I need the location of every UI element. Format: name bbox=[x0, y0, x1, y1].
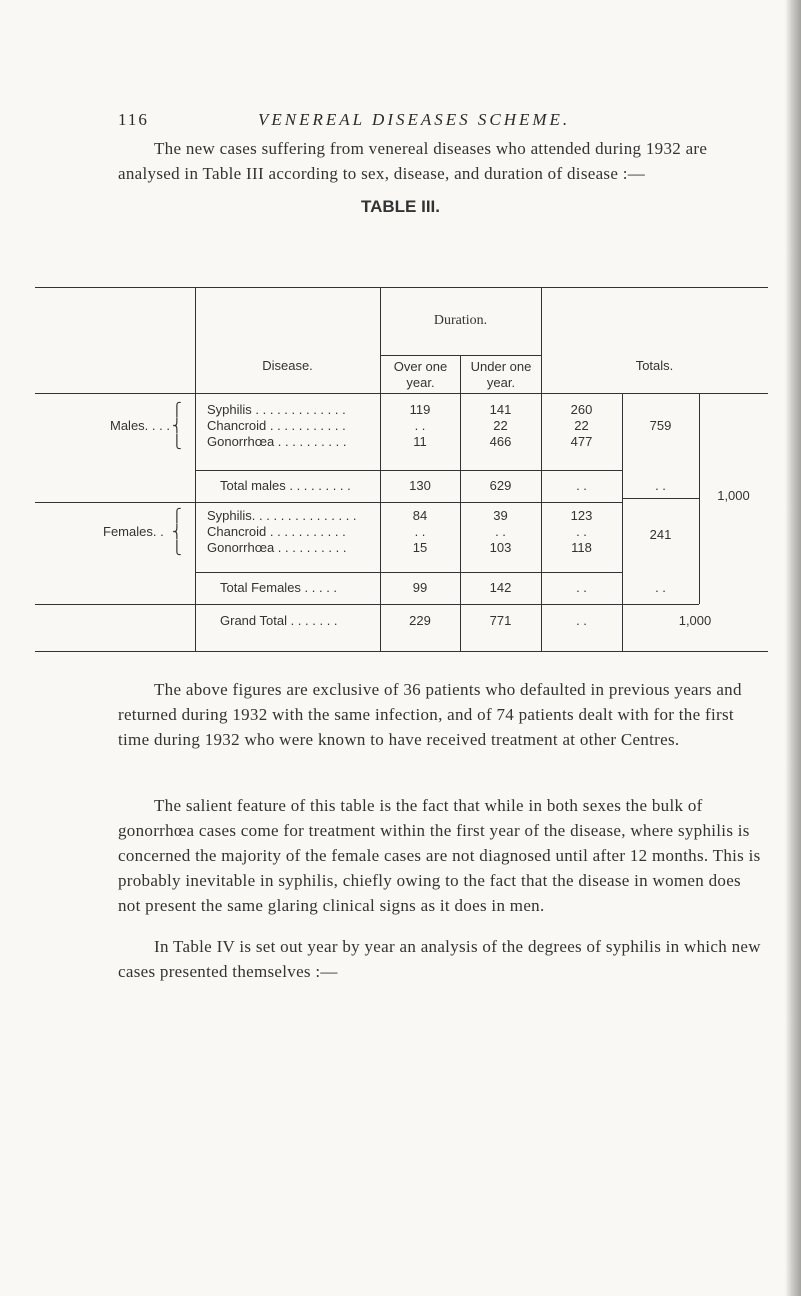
table-top-rule bbox=[35, 287, 768, 288]
females-syphilis-over: 84 bbox=[412, 508, 428, 523]
females-gonorrhoea-total: 118 bbox=[571, 540, 592, 555]
col-rule-under bbox=[460, 355, 461, 651]
total-females-group: . . bbox=[655, 580, 666, 595]
total-males-group: . . bbox=[655, 478, 666, 493]
running-title: VENEREAL DISEASES SCHEME. bbox=[258, 110, 571, 129]
table-bottom-rule bbox=[35, 651, 768, 652]
col-rule-totals bbox=[541, 287, 542, 651]
duration-header: Duration. bbox=[433, 313, 488, 328]
females-syphilis-total: 123 bbox=[570, 508, 593, 523]
grand-total-group: 1,000 bbox=[678, 613, 712, 628]
males-chancroid-total: 22 bbox=[574, 418, 589, 433]
females-chancroid-under: . . bbox=[495, 524, 506, 539]
females-chancroid-total: . . bbox=[576, 524, 587, 539]
females-syphilis-label: Syphilis. . . . . . . . . . . . . . . bbox=[207, 508, 357, 523]
total-males-total: . . bbox=[576, 478, 587, 493]
total-males-label: Total males . . . . . . . . . bbox=[220, 478, 351, 493]
col-rule-over bbox=[380, 287, 381, 651]
intro-paragraph: The new cases suffering from venereal diseases who attended during 1932 are analysed in Table III according to sex, disease, and duration of disease :— bbox=[118, 139, 708, 183]
total-males-over: 130 bbox=[409, 478, 431, 493]
overall-total: 1,000 bbox=[717, 488, 750, 503]
paragraph-table-iv: In Table IV is set out year by year an analysis of the degrees of syphilis in which new cases presented themselves :— bbox=[118, 937, 761, 981]
males-syphilis-over: 119 bbox=[409, 402, 431, 417]
grand-total-label: Grand Total . . . . . . . bbox=[220, 613, 338, 628]
females-gonorrhoea-label: Gonorrhœa . . . . . . . . . . bbox=[207, 540, 347, 555]
grand-total-total: . . bbox=[576, 613, 587, 628]
males-brace: ⎧ ⎨ ⎩ bbox=[172, 402, 182, 449]
total-females-total: . . bbox=[576, 580, 587, 595]
males-syphilis-label: Syphilis . . . . . . . . . . . . . bbox=[207, 402, 346, 417]
paragraph-defaulters: The above figures are exclusive of 36 patients who defaulted in previous years and returned during 1932 with the same infection, and of 74 patients dealt with for the first time during 1932 who were known to have received treatment at other Centres. bbox=[118, 680, 742, 749]
males-group-total: 759 bbox=[649, 418, 672, 433]
males-syphilis-under: 141 bbox=[489, 402, 512, 417]
males-gonorrhoea-label: Gonorrhœa . . . . . . . . . . bbox=[207, 434, 347, 449]
males-rule bbox=[195, 470, 622, 471]
totals-split-rule bbox=[622, 498, 699, 499]
females-syphilis-under: 39 bbox=[493, 508, 508, 523]
males-syphilis-total: 260 bbox=[570, 402, 593, 417]
males-gonorrhoea-over: 11 bbox=[413, 434, 427, 449]
total-females-over: 99 bbox=[412, 580, 428, 595]
grand-total-over: 229 bbox=[409, 613, 431, 628]
total-males-rule bbox=[35, 502, 622, 503]
page-edge-shadow bbox=[785, 0, 801, 1296]
over-year-header: Over one year. bbox=[393, 359, 448, 390]
females-label: Females. . bbox=[103, 524, 164, 539]
males-chancroid-under: 22 bbox=[493, 418, 508, 433]
females-group-total: 241 bbox=[649, 527, 672, 542]
males-chancroid-over: . . bbox=[414, 418, 426, 433]
females-gonorrhoea-under: 103 bbox=[489, 540, 512, 555]
under-year-header: Under one year. bbox=[470, 359, 532, 390]
totals-header: Totals. bbox=[635, 358, 674, 373]
header-bottom-rule bbox=[35, 393, 768, 394]
total-females-rule bbox=[35, 604, 699, 605]
males-chancroid-label: Chancroid . . . . . . . . . . . bbox=[207, 418, 346, 433]
total-females-label: Total Females . . . . . bbox=[220, 580, 338, 595]
col-rule-disease bbox=[195, 287, 196, 651]
total-females-under: 142 bbox=[489, 580, 512, 595]
paragraph-salient-feature: The salient feature of this table is the fact that while in both sexes the bulk of gonorrhœa cases come for treatment within the first year of the disease, where syphilis is concerned the majority of the female cases are not diagnosed until after 12 months. This is probably inevitable in syphilis, chiefly owing to the fact that the disease in women does not present the same glaring clinical signs as it does in men. bbox=[118, 796, 761, 915]
males-gonorrhoea-total: 477 bbox=[570, 434, 593, 449]
disease-header: Disease. bbox=[262, 358, 313, 373]
females-gonorrhoea-over: 15 bbox=[412, 540, 428, 555]
males-gonorrhoea-under: 466 bbox=[489, 434, 512, 449]
total-males-under: 629 bbox=[489, 478, 512, 493]
males-label: Males. . . . bbox=[110, 418, 170, 433]
females-brace: ⎧ ⎨ ⎩ bbox=[172, 508, 182, 555]
females-chancroid-over: . . bbox=[414, 524, 426, 539]
grand-total-under: 771 bbox=[489, 613, 512, 628]
table-title: TABLE III. bbox=[360, 197, 440, 216]
page-number: 116 bbox=[118, 110, 149, 129]
females-chancroid-label: Chancroid . . . . . . . . . . . bbox=[207, 524, 346, 539]
females-rule bbox=[195, 572, 622, 573]
